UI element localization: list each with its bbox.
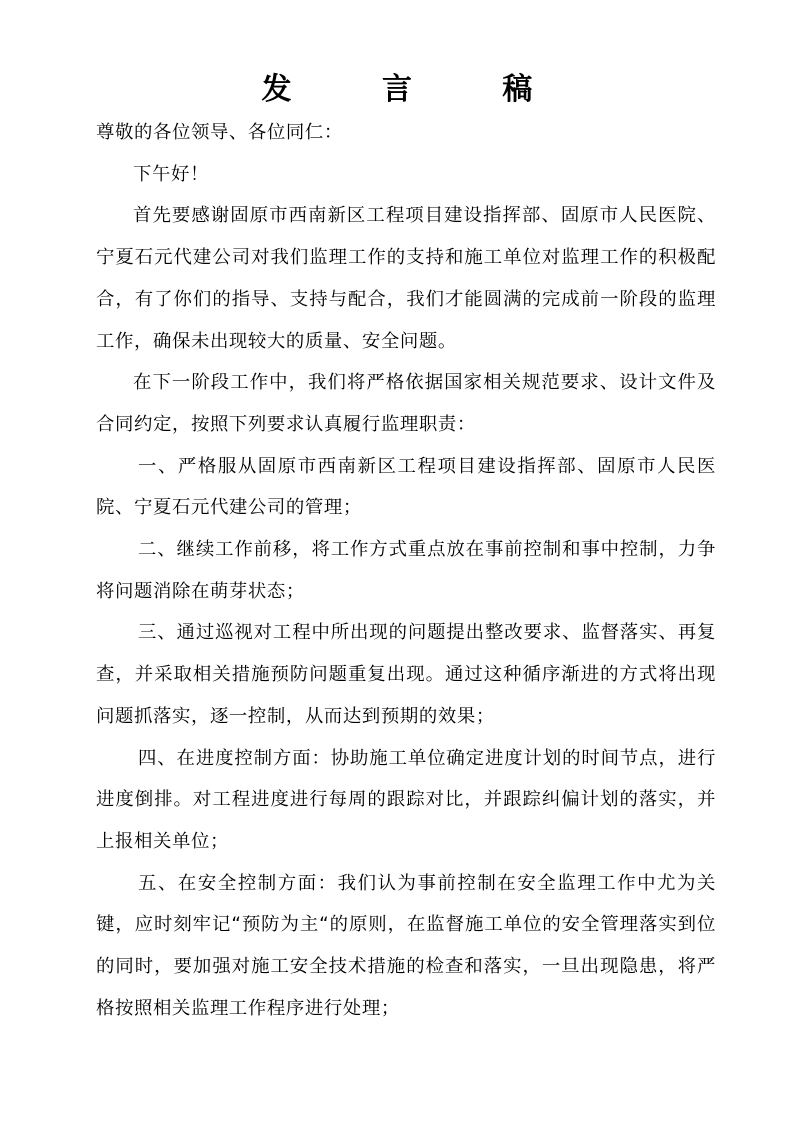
document-body	[96, 112, 716, 1029]
salutation: 尊敬的各位领导、各位同仁：	[96, 122, 343, 143]
list-item-1: 一、严格服从固原市西南新区工程项目建设指挥部、固原市人民医院、宁夏石元代建公司的管理；	[96, 455, 716, 519]
list-item-5: 五、在安全控制方面：我们认为事前控制在安全监理工作中尤为关键，应时刻牢记“预防为主“的原则，在监督施工单位的安全管理落实到位的同时，要加强对施工安全技术措施的检查和落实，一旦出现隐患，将严格按照相关监理工作程序进行处理；	[96, 872, 716, 1019]
list-item-2: 二、继续工作前移，将工作方式重点放在事前控制和事中控制，力争将问题消除在萌芽状态；	[96, 539, 716, 602]
document-title: 发 言 稿	[261, 72, 573, 107]
list-item-4: 四、在进度控制方面：协助施工单位确定进度计划的时间节点，进行进度倒排。对工程进度进行每周的跟踪对比，并跟踪纠偏计划的落实，并上报相关单位；	[96, 747, 716, 852]
list-item-3: 三、通过巡视对工程中所出现的问题提出整改要求、监督落实、再复查，并采取相关措施预防问题重复出现。通过这种循序渐进的方式将出现问题抓落实，逐一控制，从而达到预期的效果；	[96, 622, 716, 727]
paragraph-thanks: 首先要感谢固原市西南新区工程项目建设指挥部、固原市人民医院、宁夏石元代建公司对我们监理工作的支持和施工单位对监理工作的积极配合，有了你们的指导、支持与配合，我们才能圆满的完成前一阶段的监理工作，确保未出现较大的质量、安全问题。	[96, 205, 716, 352]
greeting: 下午好！	[133, 163, 209, 185]
paragraph-next-stage: 在下一阶段工作中，我们将严格依据国家相关规范要求、设计文件及合同约定，按照下列要求认真履行监理职责：	[96, 372, 716, 435]
